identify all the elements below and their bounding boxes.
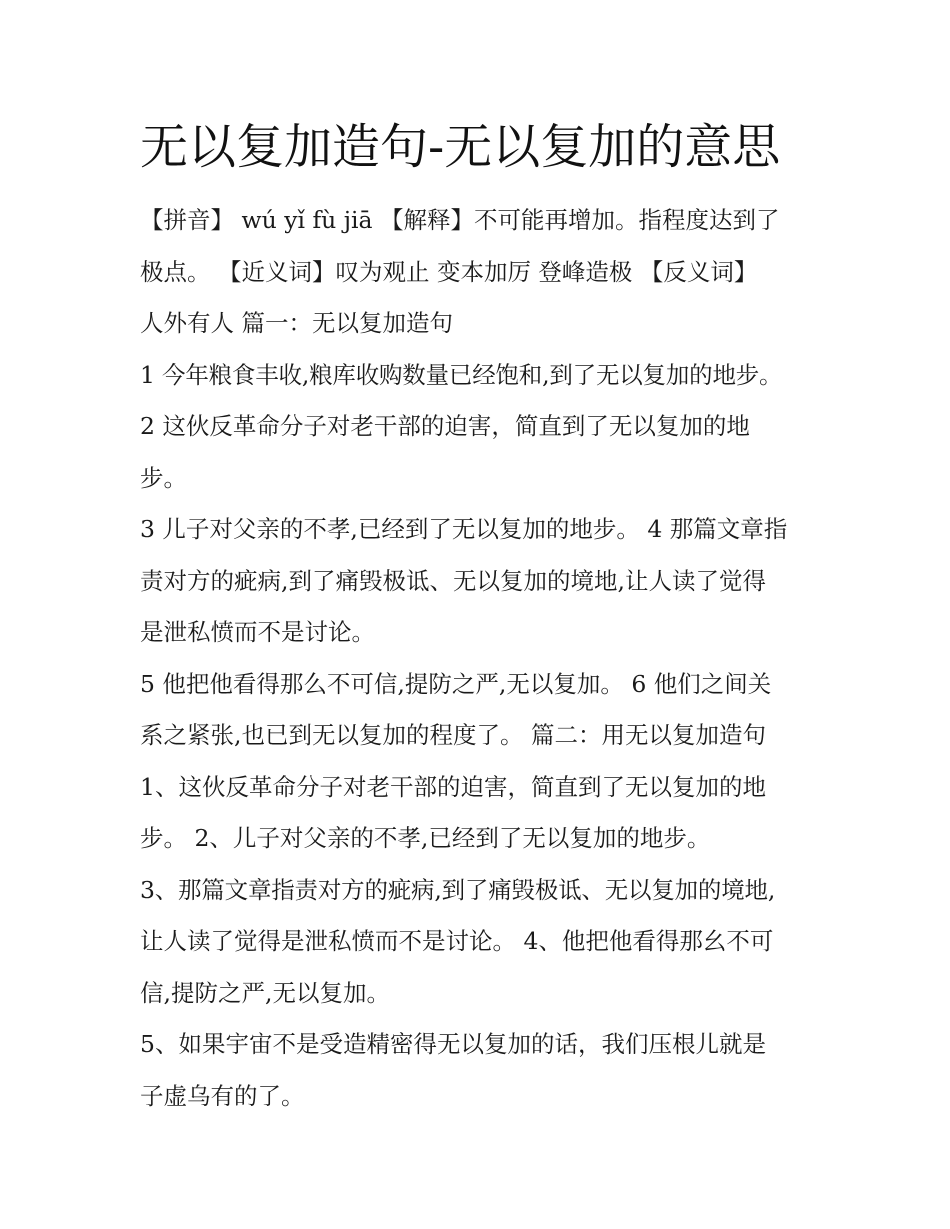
text-line-9: 是泄私愤而不是讨论。 (140, 618, 375, 646)
text-line-15: 让人读了觉得是泄私愤而不是讨论。 4、他把他看得那幺不可 (140, 927, 774, 955)
text-line-5: 2 这伙反革命分子对老干部的迫害，简直到了无以复加的地 (140, 412, 750, 440)
text-line-17: 5、如果宇宙不是受造精密得无以复加的话，我们压根儿就是 (140, 1030, 766, 1058)
text-line-2: 极点。 【近义词】叹为观止 变本加厉 登峰造极 【反义词】 (140, 257, 758, 286)
text-line-3: 人外有人 篇一：无以复加造句 (140, 309, 453, 337)
text-line-12: 1、这伙反革命分子对老干部的迫害，简直到了无以复加的地 (140, 772, 766, 801)
text-line-8: 责对方的疵病,到了痛毁极诋、无以复加的境地,让人读了觉得 (140, 566, 766, 595)
text-line-13: 步。 2、儿子对父亲的不孝,已经到了无以复加的地步。 (140, 824, 711, 852)
text-line-4: 1 今年粮食丰收,粮库收购数量已经饱和,到了无以复加的地步。 (140, 360, 783, 389)
text-line-14: 3、那篇文章指责对方的疵病,到了痛毁极诋、无以复加的境地, (140, 875, 776, 904)
text-line-7: 3 儿子对父亲的不孝,已经到了无以复加的地步。 4 那篇文章指 (140, 515, 788, 543)
text-line-10: 5 他把他看得那么不可信,提防之严,无以复加。 6 他们之间关 (140, 669, 772, 698)
text-line-1: 【拼音】 wú yǐ fù jiā 【解释】不可能再增加。指程度达到了 (140, 206, 780, 234)
page-title: 无以复加造句-无以复加的意思 (140, 119, 781, 175)
text-line-6: 步。 (140, 463, 187, 492)
text-line-11: 系之紧张,也已到无以复加的程度了。 篇二：用无以复加造句 (140, 721, 766, 749)
text-line-18: 子虚乌有的了。 (140, 1081, 305, 1110)
document-body (140, 195, 808, 1122)
text-line-16: 信,提防之严,无以复加。 (140, 978, 390, 1007)
